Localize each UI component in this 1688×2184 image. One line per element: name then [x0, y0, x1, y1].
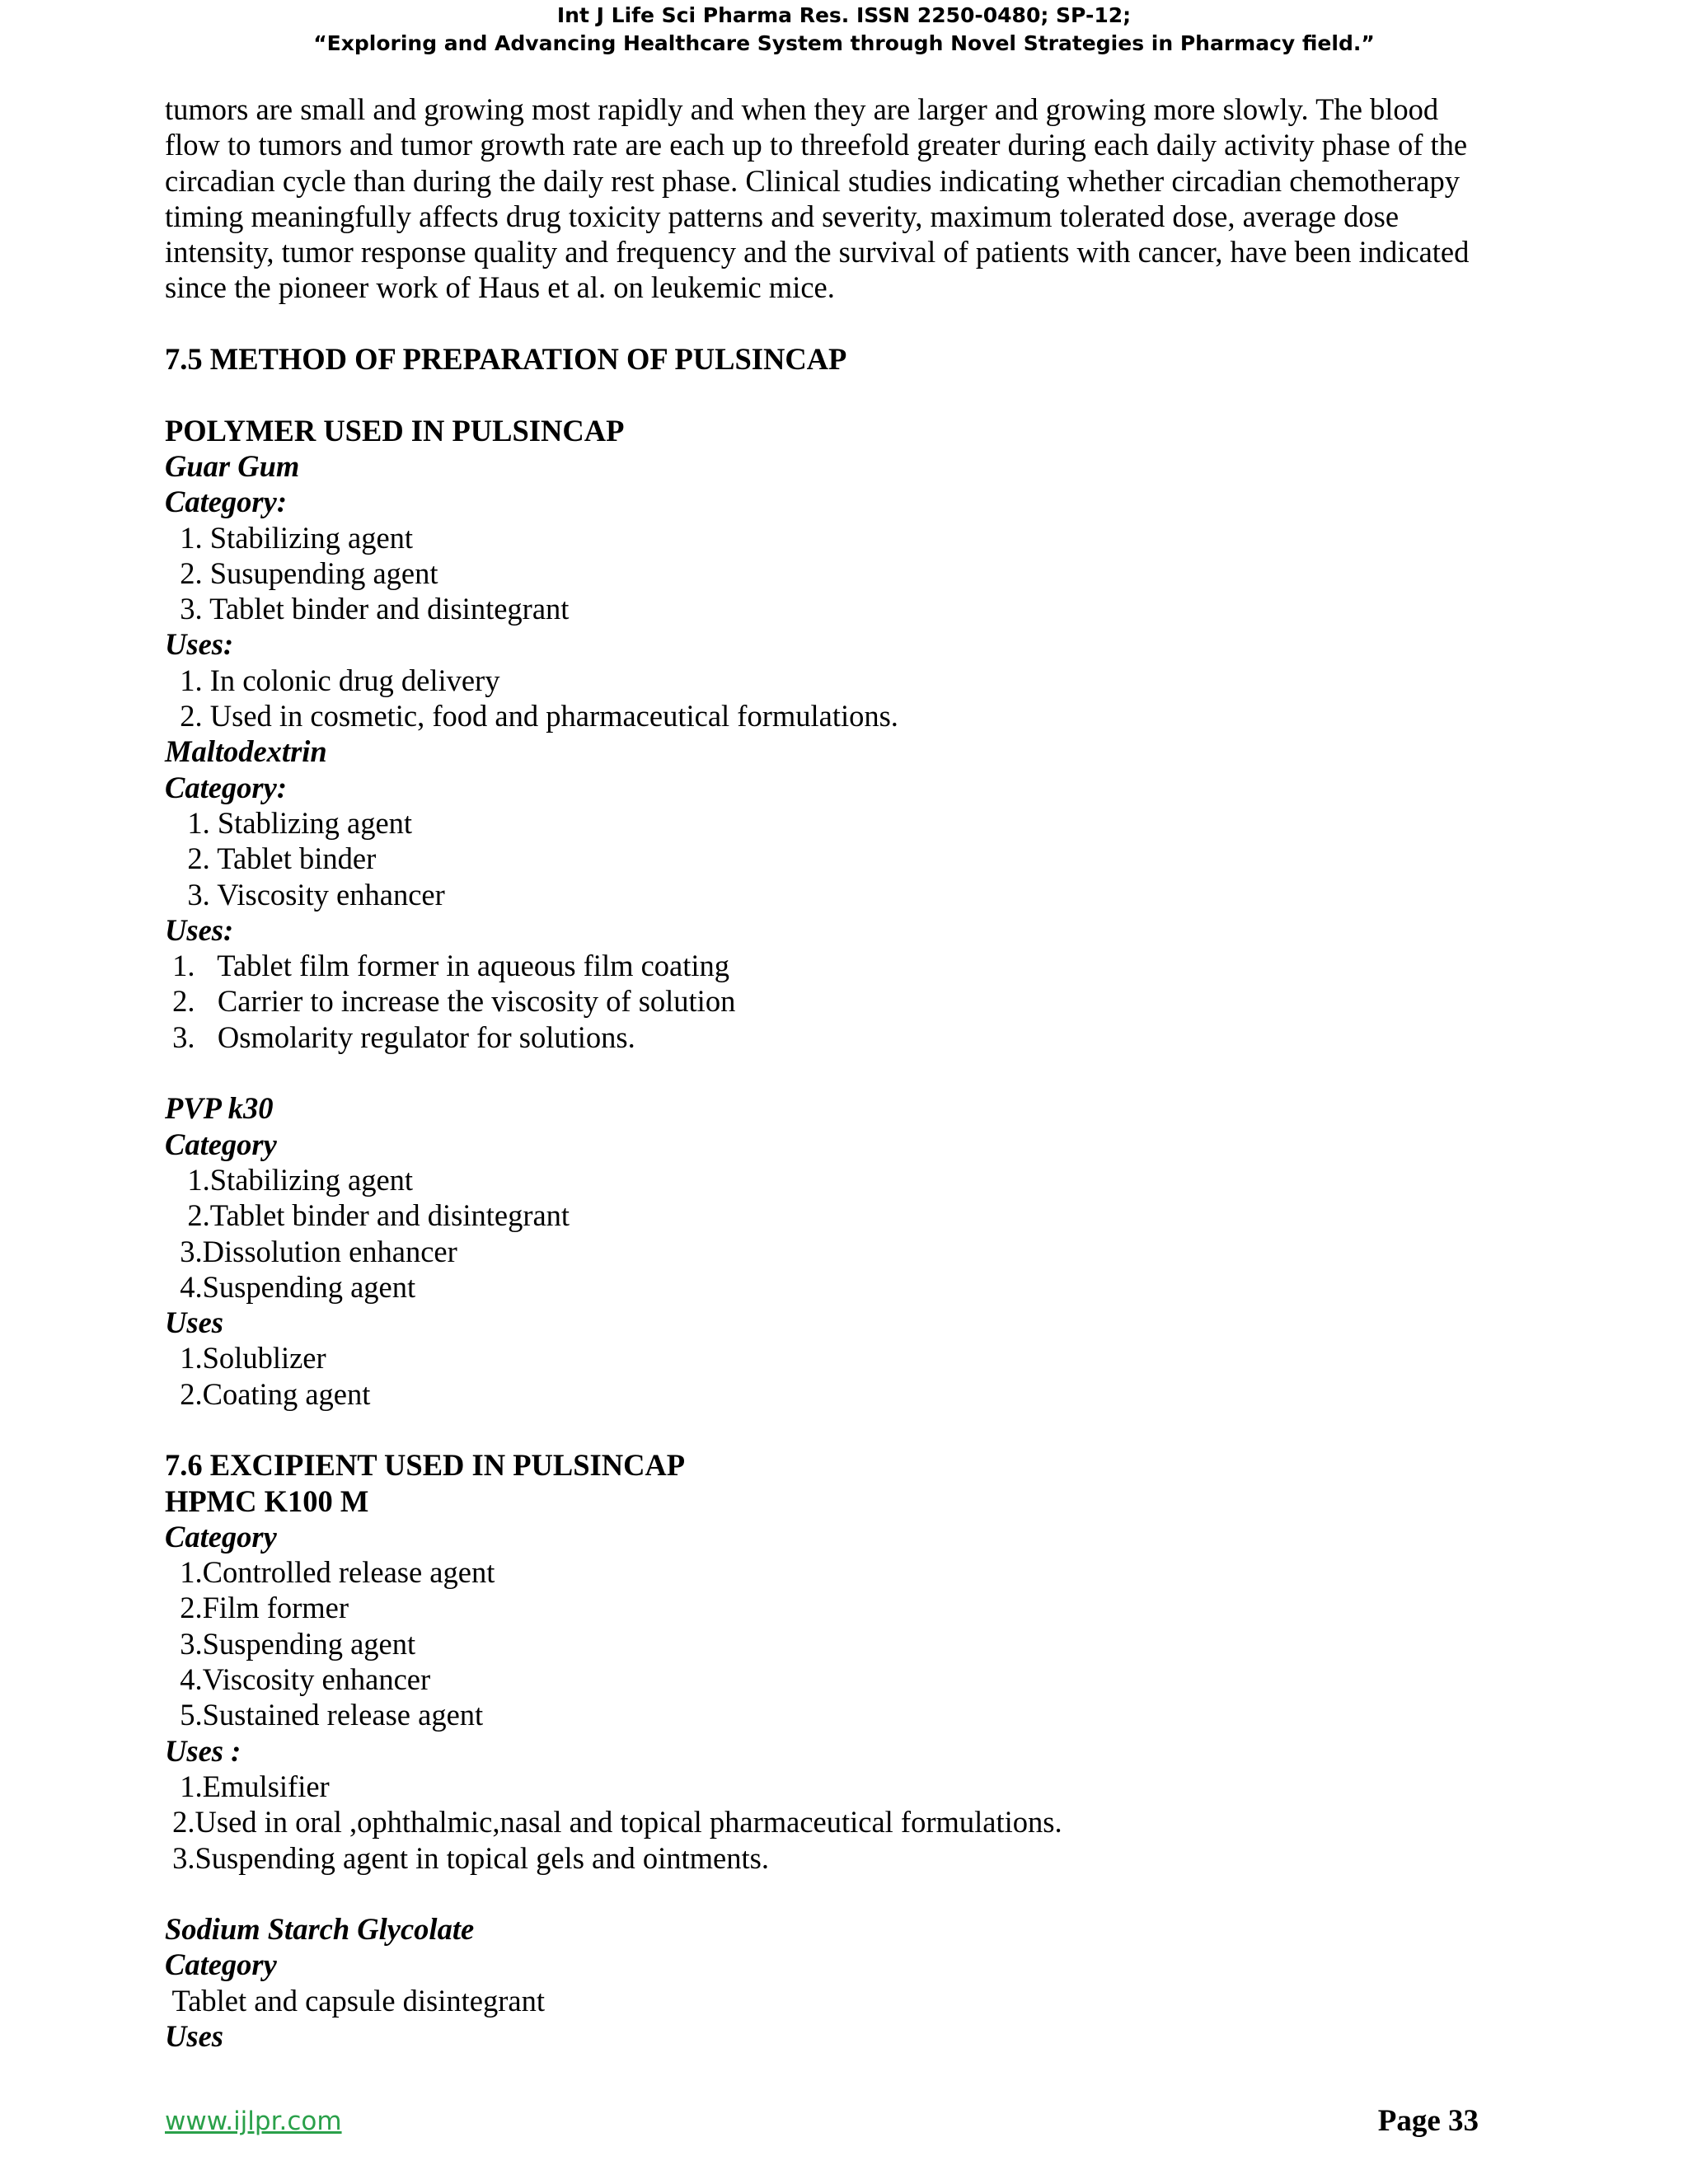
list-item: 2.Tablet binder and disintegrant: [165, 1198, 570, 1233]
intro-line: tumors are small and growing most rapidly and when they are larger and growing more slowly. The blood: [165, 92, 1439, 126]
list-item: Tablet and capsule disintegrant: [165, 1983, 545, 2018]
list-item: 3.Dissolution enhancer: [165, 1234, 457, 1268]
intro-line: since the pioneer work of Haus et al. on leukemic mice.: [165, 270, 835, 305]
journal-citation: Int J Life Sci Pharma Res. ISSN 2250-0480; SP-12;: [556, 3, 1132, 27]
list-item: 2.Used in oral ,ophthalmic,nasal and topical pharmaceutical formulations.: [165, 1805, 1062, 1840]
list-item: 3. Viscosity enhancer: [165, 877, 445, 912]
uses-label: Uses:: [165, 912, 234, 947]
list-item: 3. Tablet binder and disintegrant: [165, 592, 570, 626]
section-heading-7-5: 7.5 METHOD OF PREPARATION OF PULSINCAP: [165, 342, 847, 377]
guar-gum-title: Guar Gum: [165, 448, 300, 483]
uses-label: Uses:: [165, 627, 234, 662]
page-number: Page 33: [1377, 2104, 1479, 2138]
list-item: 3.Suspending agent: [165, 1626, 416, 1661]
ssg-title: Sodium Starch Glycolate: [165, 1912, 475, 1947]
intro-line: flow to tumors and tumor growth rate are each up to threefold greater during each daily activity phase of the: [165, 128, 1468, 162]
journal-website-link[interactable]: www.ijlpr.com: [165, 2107, 342, 2136]
list-item: 1. In colonic drug delivery: [165, 663, 500, 697]
list-item: 2. Used in cosmetic, food and pharmaceutical formulations.: [165, 699, 898, 733]
uses-label: Uses: [165, 2019, 223, 2054]
list-item: 2.Coating agent: [165, 1376, 371, 1411]
list-item: 1. Stablizing agent: [165, 805, 413, 840]
uses-label: Uses: [165, 1305, 223, 1340]
list-item: 3.Suspending agent in topical gels and ointments.: [165, 1840, 769, 1875]
list-item: 2. Carrier to increase the viscosity of solution: [165, 984, 736, 1019]
journal-theme: “Exploring and Advancing Healthcare System through Novel Strategies in Pharmacy field.”: [313, 31, 1375, 55]
list-item: 2. Susupending agent: [165, 555, 438, 590]
category-label: Category:: [165, 770, 287, 804]
list-item: 1.Emulsifier: [165, 1769, 330, 1803]
category-label: Category: [165, 1127, 277, 1161]
list-item: 5.Sustained release agent: [165, 1698, 484, 1732]
subheading-polymer: POLYMER USED IN PULSINCAP: [165, 413, 625, 448]
uses-label: Uses :: [165, 1733, 241, 1768]
maltodextrin-title: Maltodextrin: [165, 734, 327, 769]
intro-line: intensity, tumor response quality and frequency and the survival of patients with cancer, have been indicated: [165, 235, 1470, 269]
list-item: 4.Viscosity enhancer: [165, 1662, 431, 1697]
list-item: 3. Osmolarity regulator for solutions.: [165, 1019, 635, 1054]
list-item: 1.Solublizer: [165, 1341, 326, 1376]
category-label: Category: [165, 1947, 277, 1982]
list-item: 4.Suspending agent: [165, 1269, 416, 1304]
category-label: Category: [165, 1519, 277, 1554]
intro-line: timing meaningfully affects drug toxicity patterns and severity, maximum tolerated dose, average dose: [165, 199, 1400, 233]
list-item: 1.Stabilizing agent: [165, 1162, 414, 1197]
list-item: 1. Stabilizing agent: [165, 520, 414, 555]
pvp-title: PVP k30: [165, 1091, 274, 1126]
list-item: 2.Film former: [165, 1591, 349, 1625]
hpmc-title: HPMC K100 M: [165, 1483, 369, 1518]
category-label: Category:: [165, 485, 287, 519]
section-heading-7-6: 7.6 EXCIPIENT USED IN PULSINCAP: [165, 1448, 686, 1483]
list-item: 1. Tablet film former in aqueous film coating: [165, 949, 730, 983]
intro-line: circadian cycle than during the daily rest phase. Clinical studies indicating whether circadian chemotherapy: [165, 163, 1460, 198]
list-item: 2. Tablet binder: [165, 841, 377, 876]
list-item: 1.Controlled release agent: [165, 1555, 495, 1590]
body-content: [165, 91, 1521, 2054]
